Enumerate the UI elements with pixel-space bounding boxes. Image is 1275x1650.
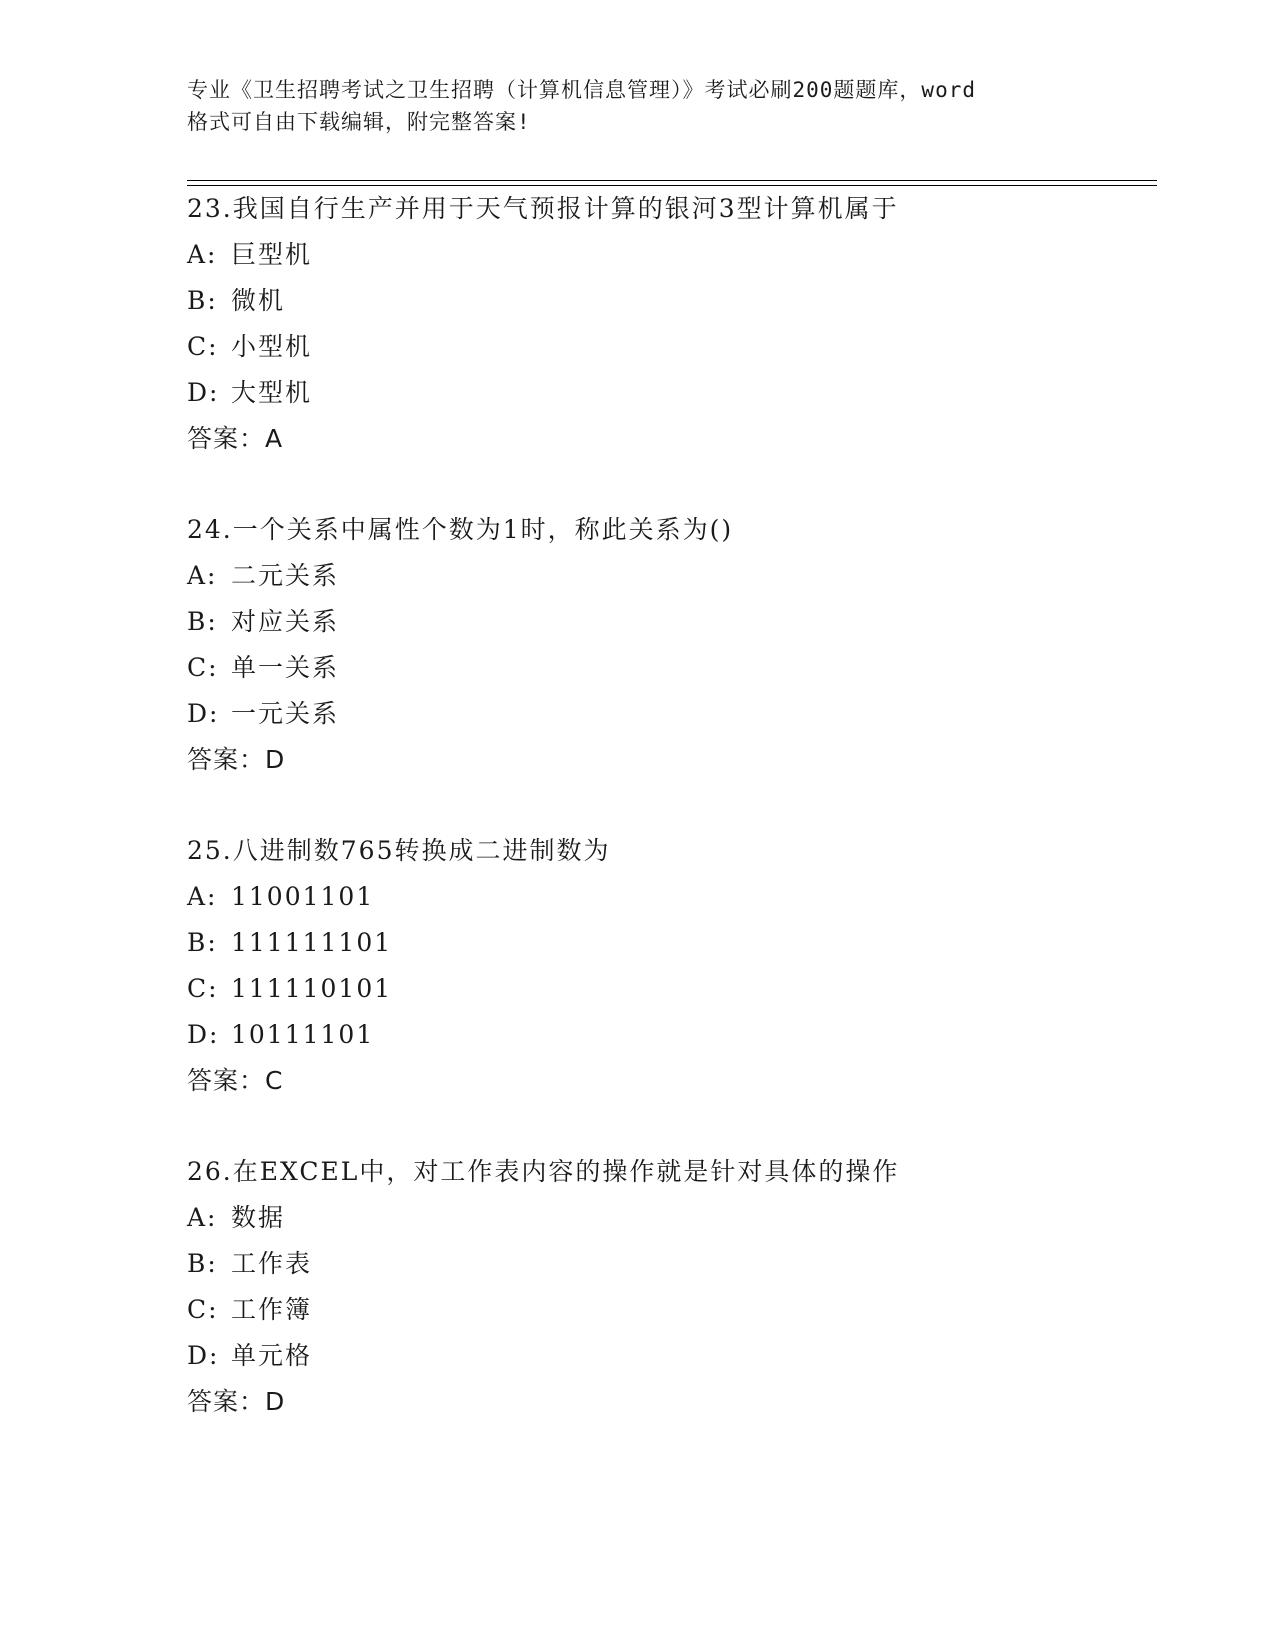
option-letter: D: bbox=[187, 699, 220, 728]
question-title: 26.在EXCEL中，对工作表内容的操作就是针对具体的操作 bbox=[187, 1157, 900, 1186]
option-a bbox=[187, 553, 1167, 599]
option-d bbox=[187, 1333, 1167, 1379]
option-c bbox=[187, 1287, 1167, 1333]
document-header bbox=[187, 74, 1087, 138]
header-divider-top bbox=[187, 180, 1157, 181]
option-b bbox=[187, 1241, 1167, 1287]
option-text: 工作簿 bbox=[231, 1295, 313, 1324]
option-text: 大型机 bbox=[231, 378, 313, 407]
question-title: 24.一个关系中属性个数为1时，称此关系为() bbox=[187, 515, 734, 544]
option-letter: B: bbox=[187, 607, 218, 636]
option-b bbox=[187, 278, 1167, 324]
option-text: 111111101 bbox=[231, 928, 393, 957]
option-text: 微机 bbox=[231, 286, 286, 315]
option-text: 二元关系 bbox=[231, 561, 340, 590]
answer-line: 答案：A bbox=[187, 424, 284, 453]
option-text: 小型机 bbox=[231, 332, 313, 361]
question-block bbox=[187, 828, 1167, 1104]
question-title: 23.我国自行生产并用于天气预报计算的银河3型计算机属于 bbox=[187, 194, 899, 223]
option-text: 数据 bbox=[231, 1203, 286, 1232]
option-d bbox=[187, 691, 1167, 737]
option-letter: C: bbox=[187, 974, 219, 1003]
option-letter: C: bbox=[187, 332, 219, 361]
answer-line: 答案：D bbox=[187, 745, 286, 774]
option-letter: D: bbox=[187, 378, 220, 407]
option-a bbox=[187, 874, 1167, 920]
option-a bbox=[187, 1195, 1167, 1241]
answer-line: 答案：C bbox=[187, 1066, 284, 1095]
option-letter: D: bbox=[187, 1341, 220, 1370]
answer-line: 答案：D bbox=[187, 1387, 286, 1416]
option-text: 10111101 bbox=[231, 1020, 375, 1049]
option-d bbox=[187, 370, 1167, 416]
option-text: 11001101 bbox=[231, 882, 375, 911]
option-c bbox=[187, 966, 1167, 1012]
option-c bbox=[187, 324, 1167, 370]
option-letter: A: bbox=[187, 882, 218, 911]
option-b bbox=[187, 599, 1167, 645]
option-letter: D: bbox=[187, 1020, 220, 1049]
question-block bbox=[187, 186, 1167, 462]
option-text: 工作表 bbox=[231, 1249, 313, 1278]
option-letter: B: bbox=[187, 286, 218, 315]
header-line-2: 格式可自由下载编辑，附完整答案! bbox=[187, 110, 531, 134]
option-b bbox=[187, 920, 1167, 966]
option-letter: A: bbox=[187, 1203, 218, 1232]
question-title: 25.八进制数765转换成二进制数为 bbox=[187, 836, 611, 865]
option-text: 单元格 bbox=[231, 1341, 313, 1370]
option-text: 111110101 bbox=[231, 974, 393, 1003]
option-letter: B: bbox=[187, 1249, 218, 1278]
option-d bbox=[187, 1012, 1167, 1058]
question-block bbox=[187, 1149, 1167, 1425]
option-letter: B: bbox=[187, 928, 218, 957]
option-letter: A: bbox=[187, 240, 218, 269]
option-letter: C: bbox=[187, 1295, 219, 1324]
question-block bbox=[187, 507, 1167, 783]
header-line-1: 专业《卫生招聘考试之卫生招聘（计算机信息管理）》考试必刷200题题库，word bbox=[187, 78, 976, 102]
option-text: 单一关系 bbox=[231, 653, 340, 682]
option-a bbox=[187, 232, 1167, 278]
option-letter: C: bbox=[187, 653, 219, 682]
option-text: 一元关系 bbox=[231, 699, 340, 728]
option-letter: A: bbox=[187, 561, 218, 590]
option-text: 对应关系 bbox=[231, 607, 340, 636]
option-text: 巨型机 bbox=[231, 240, 313, 269]
option-c bbox=[187, 645, 1167, 691]
